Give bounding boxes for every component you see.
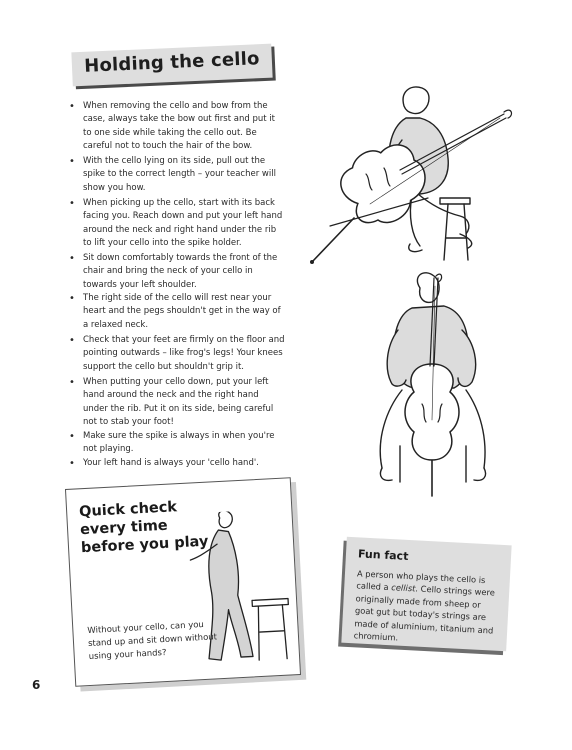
- fun-fact-box: [341, 537, 511, 651]
- list-item: • Your left hand is always your 'cello hand'.: [66, 457, 286, 470]
- cellist-side-view-illustration: [300, 78, 520, 268]
- list-item: • When removing the cello and bow from the case, always take the bow out first and put it to one side while taking the cello out. Be careful not to touch the hair of the bow.: [66, 100, 286, 154]
- list-item: • When putting your cello down, put your left hand around the neck and the right hand under the rib. Put it on its side, being careful not to stab your foot!: [66, 376, 286, 430]
- list-item: • Check that your feet are firmly on the floor and pointing outwards – like frog's legs! Your knees support the cello but shouldn't grip it.: [66, 334, 286, 374]
- list-item: • Make sure the spike is always in when you're not playing.: [66, 430, 286, 457]
- list-item: • Sit down comfortably towards the front of the chair and bring the neck of your cello in towards your left shoulder.: [66, 252, 286, 292]
- title-banner: [71, 44, 272, 87]
- quick-check-title: Quick check every time before you play: [78, 499, 209, 557]
- list-item: • The right side of the cello will rest near your heart and the pegs shouldn't get in the way of a relaxed neck.: [66, 292, 286, 332]
- fun-fact-title: Fun fact: [357, 547, 409, 563]
- fun-fact-text-end: . Cello strings were originally made from sheep or goat gut but today's strings are made of aluminium, titanium and chromium.: [353, 583, 496, 643]
- quick-check-box: [65, 477, 301, 687]
- page-number: 6: [32, 678, 41, 692]
- fun-fact-term: cellist: [391, 582, 416, 594]
- fun-fact-text: [353, 567, 503, 649]
- list-item: • When picking up the cello, start with its back facing you. Reach down and put your left hand around the neck and right hand under the rib to lift your cello into the spike holder.: [66, 197, 286, 251]
- list-item: • With the cello lying on its side, pull out the spike to the correct length – your teacher will show you how.: [66, 155, 286, 195]
- cellist-front-view-illustration: [362, 270, 502, 500]
- page-title: Holding the cello: [83, 48, 261, 77]
- fun-fact-text-start: A person who plays the cello is called a: [356, 568, 486, 593]
- quick-check-text: Without your cello, can you stand up and sit down without using your hands?: [87, 619, 218, 663]
